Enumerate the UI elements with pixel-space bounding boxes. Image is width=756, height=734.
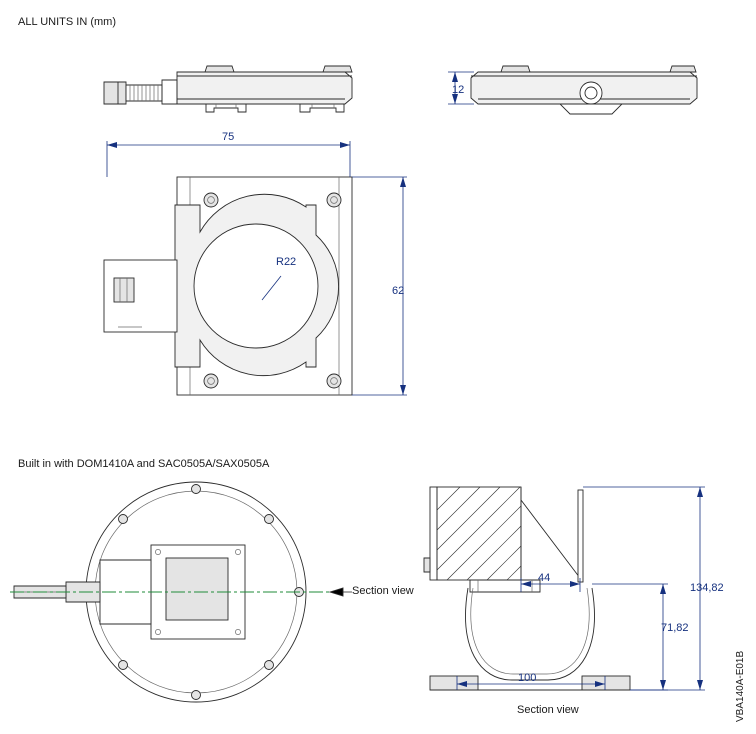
dim-label-71-82: 71,82 — [661, 622, 689, 634]
view-side-elevation-right — [471, 66, 697, 114]
view-side-elevation-left — [104, 66, 352, 112]
dim-label-12: 12 — [452, 84, 465, 96]
dim-label-62: 62 — [392, 285, 405, 297]
dim-label-44: 44 — [538, 572, 551, 584]
assembly-note: Built in with DOM1410A and SAC0505A/SAX0505A — [18, 458, 270, 470]
sheet-code: VBA140A-E01B — [735, 650, 746, 722]
dimension-134-82 — [583, 487, 705, 690]
view-plan — [104, 177, 352, 395]
units-note: ALL UNITS IN (mm) — [18, 16, 116, 28]
dim-label-100: 100 — [518, 672, 537, 684]
dim-label-r22: R22 — [276, 256, 297, 268]
dim-label-134-82: 134,82 — [690, 582, 724, 594]
dim-label-75: 75 — [222, 131, 235, 143]
dimension-width-75 — [107, 141, 350, 177]
dimension-71-82 — [592, 584, 668, 690]
view-section — [424, 487, 630, 690]
section-view-label-bottom: Section view — [517, 704, 579, 716]
section-view-label-left: Section view — [352, 585, 414, 597]
view-circular-plan — [10, 482, 352, 702]
